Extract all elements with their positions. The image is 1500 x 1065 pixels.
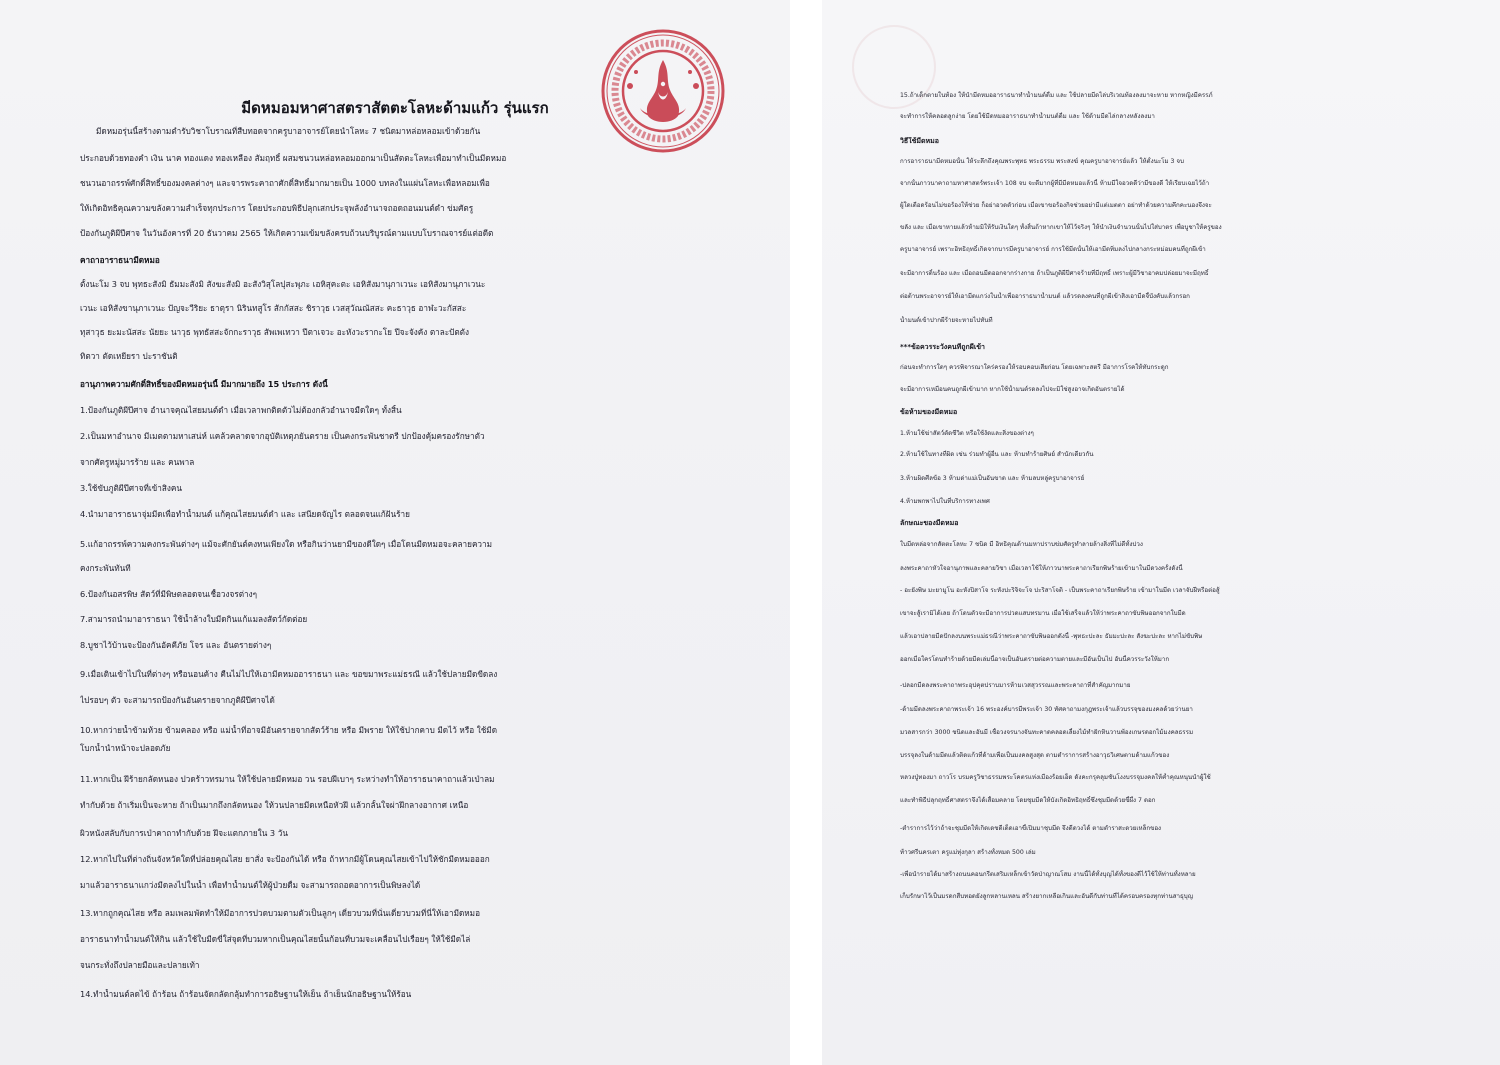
text-line: 11.หากเป็น ฝีร้ายกลัดหนอง ปวดร้าวทรมาน ให้ใช้ปลายมีดหมอ วน รอบฝีเบาๆ ระหว่างทำให้อาราธนาคาถาแล้วเป่าลม xyxy=(80,774,495,784)
text-line: 3.ห้ามผิดศีลข้อ 3 ห้ามด่าแม่เป็นอันขาด และ ห้ามลบหลู่ครูบาอาจารย์ xyxy=(900,475,1085,482)
text-line: ตั้งนะโม 3 จบ พุทธะสังมิ ธัมมะสังมิ สังฆะสังมิ อะสังวิสุโลปุสะพุภะ เอหิสุคะตะ เอหิสังมานุกาเวนะ เอหิสังมานุภาเวนะ xyxy=(80,279,486,289)
text-line: ท้าวศรีนครเตา ครูแม่ทุ่งกุลา สร้างทั้งหมด 500 เล่ม xyxy=(900,849,1036,856)
text-line: 1.ห้ามใช้ฆ่าสัตว์ตัดชีวิต หรือใช้งัดและสิ่งของต่างๆ xyxy=(900,430,1034,437)
text-line: 13.หากถูกคุณไสย หรือ ลมเพลมพัดทำให้มีอาการปวดบวมตามตัวเป็นลูกๆ เดี๋ยวบวมที่นั่นเดี๋ยวบวมที่นี่ให้เอามีดหมอ xyxy=(80,908,481,918)
text-line: - อะยังพิษ มะยามูโน อะหังปิสาโจ ระหังปะริจิจะโจ ปะริสาโจติ - เป็นพระคาถาเรียกพิษร้าย เข้ามาในมีด เวลาจับฝีหรือต่อสู้ xyxy=(900,587,1220,594)
text-line: 4.ห้ามพกพาไปในที่บริการทางเพศ xyxy=(900,498,990,505)
text-line: อาราธนาทำน้ำมนต์ให้กิน แล้วใช้ใบมีดขี่ใส่จุดที่บวมหากเป็นคุณไสยนั้นก้อนที่บวมจะเคลื่อนไปเรื่อยๆ ให้ใช้มีดไล่ xyxy=(80,934,471,944)
text-line: 2.เป็นมหาอำนาจ มีเมตตามหาเสน่ห์ แคล้วคลาดจากอุบัติเหตุภยันตราย เป็นคงกระพันชาตรี ปกป้องคุ้มครองรักษาตัว xyxy=(80,431,485,441)
section-heading: ***ข้อควรระวังคนที่ถูกผีเข้า xyxy=(900,343,985,351)
text-line: น้ำมนต์เข้าปากผีร้ายจะหายไปทันที xyxy=(900,317,993,324)
text-line: ชนวนอาถรรพ์ศักดิ์สิทธิ์ของมงคลต่างๆ และจารพระคาถาศักดิ์สิทธิ์มากมายเป็น 1000 บทลงในแผ่นโลหะเพื่อหลอมเพื่อ xyxy=(80,178,490,188)
text-line: การอาราธนามีดหมอนั้น ให้ระลึกถึงคุณพระพุทธ พระธรรม พระสงฆ์ คุณครูบาอาจารย์แล้ว ให้ตั้งนะโม 3 จบ xyxy=(900,158,1184,165)
page-gutter xyxy=(790,0,822,1065)
text-line: ทิตวา ตัดเหยียรา ปะราชันติ xyxy=(80,351,178,361)
text-line: จะมีอาการดิ้นร้อง และ เมื่อถอนมีดออกจากร่างกาย ถ้าเป็นภูติผีปีศาจร้ายที่มีฤทธิ์ เพราะผู้มีวิชาอาคมปล่อยมาจะมีฤทธิ์ xyxy=(900,270,1209,277)
text-line: ออกเมื่อใครโดนทำร้ายด้วยมีดเล่มนี้อาจเป็นอันตรายต่อความตายและมีอันเป็นไป อันนี้ควรระวังให้มาก xyxy=(900,656,1170,663)
text-line: จากศัตรูหมู่มารร้าย และ คนพาล xyxy=(80,457,195,467)
section-heading: อานุภาพความศักดิ์สิทธิ์ของมีดหมอรุ่นนี้ มีมากมายถึง 15 ประการ ดังนี้ xyxy=(80,379,328,389)
text-line: จะทำการให้คลอดลูกง่าย โดยใช้มีดหมออาราธนาทำน้ำมนต์ดื่ม และ ใช้ด้ามมีดไล่กลางหลังลงมา xyxy=(900,113,1155,120)
text-line: -ตำราการไว้ว่าถ้าจะชุมมีดให้เกิดเดชดีเด็ดเอาขี้เปิมมาชุบมีด จึงดีดวงได้ ตามตำราสะดวยเหล็กของ xyxy=(900,825,1162,832)
text-line: ก่อนจะทำการใดๆ ควรพิจารณาใคร่ครองให้รอบคอบเสียก่อน โดยเฉพาะสตรี มีอาการโรคให้ทับกระดูก xyxy=(900,364,1169,371)
text-line: ต่อต้านพระอาจารย์ให้เอามีดแกว่งในน้ำเพื่ออาราธนาน้ำมนต์ แล้วรดลงคนที่ถูกผีเข้าสิงเอามีดจี้บังคับแล้วกรอก xyxy=(900,293,1190,300)
text-line: 4.นำมาอาราธนาจุ่มมีดเพื่อทำน้ำมนต์ แก้คุณไสยมนต์ดำ และ เสนียดจัญไร ตลอดจนแก้ฝันร้าย xyxy=(80,509,410,519)
text-line: ทุสาวุธ ยะมะนัสสะ นัยยะ นาวุธ พุทธัสสะจักกะราวุธ สัพเพเทวา ปีตาเจวะ อะหังวะรากะโย ปีจะจังคัง ตาละปัตตัง xyxy=(80,327,470,337)
text-line: -เพื่อนำรายได้มาสร้างถนนคอนกรีตเสริมเหล็กเข้าวัดป่าญาณโสม งานนี้ได้ทั้งบุญได้ทั้งของดีไว้ใช้ให้ท่านทั้งหลาย xyxy=(900,871,1196,878)
text-line: ขลัง และ เมื่อเขาหายแล้วห้ามมิให้รับเงินใดๆ ทั้งสิ้นถ้าหากเขาให้ไว้จริงๆ ให้นำเงินจำนวนนั้นไปใส่บาตร เพื่อบูชาให้ครูของ xyxy=(900,224,1222,231)
text-line: ป้องกันภูติผีปีศาจ ในวันอังคารที่ 20 ธันวาคม 2565 ให้เกิดความเข้มขลังครบถ้วนบริบูรณ์ตามแบบโบราณจารย์แต่อดีต xyxy=(80,228,494,238)
text-line: 8.บูชาไว้บ้านจะป้องกันอัคคีภัย โจร และ อันตรายต่างๆ xyxy=(80,640,272,650)
text-line: โบกน้ำนำหน้าจะปลอดภัย xyxy=(80,743,171,753)
text-line: จนกระทั่งถึงปลายมือและปลายเท้า xyxy=(80,960,200,970)
text-line: ไปรอบๆ ตัว จะสามารถป้องกันอันตรายจากภูติผีปีศาจได้ xyxy=(80,695,275,705)
text-line: 12.หากไปในที่ต่างถิ่นจังหวัดใดที่ปล่อยคุณไสย ยาสั่ง จะป้องกันได้ หรือ ถ้าหากมีผู้โดนคุณไสยเข้าไปให้ชักมีดหมอออก xyxy=(80,854,490,864)
text-line: คงกระพันทันที xyxy=(80,563,131,573)
temple-seal xyxy=(600,28,726,154)
text-line: 2.ห้ามใช้ในทางที่ผิด เช่น ร่วมทำผู้อื่น และ ห้ามทำร้ายศิษย์ สำนักเดียวกัน xyxy=(900,451,1094,458)
section-heading: ข้อห้ามของมีดหมอ xyxy=(900,408,958,416)
text-line: เก็บรักษาไว้เป็นมรดกสืบทอดยังลูกหลานเหลน สร้างยากเหลือเกินและอันดีกับท่านที่ได้ครอบครองทุกท่านสาธุบุญ xyxy=(900,893,1194,900)
text-line: มาแล้วอาราธนาแกว่งมีดลงไปในน้ำ เพื่อทำน้ำมนต์ให้ผู้ป่วยดื่ม จะสามารถถอดอาการเป็นพิษลงได้ xyxy=(80,880,421,890)
text-line: จะมีอาการเหมือนคนถูกผีเข้ามาก หากใช้น้ำมนต์รดลงไปจะมิใช่สูงอาจเกิดอันตรายได้ xyxy=(900,386,1125,393)
text-line: เวนะ เอหิสังขานุภาเวนะ ปัญจะวีริยะ ธาตุรา นิรินทสูโร สักกัสสะ ชิราวุธ เวสสุวัณณัสสะ คะธาวุธ อาฬะวะกัสสะ xyxy=(80,303,467,313)
section-heading: วิธีใช้มีดหมอ xyxy=(900,137,939,145)
text-line: 10.หากว่ายน้ำข้ามห้วย ข้ามคลอง หรือ แม่น้ำที่อาจมีอันตรายจากสัตว์ร้าย หรือ มีพราย ให้ใช้ปากคาบ มีดไว้ หรือ ใช้มีด xyxy=(80,725,498,735)
section-heading: คาถาอาราธนามีดหมอ xyxy=(80,255,160,265)
text-line: ทำกับด้วย ถ้าเริ่มเป็นจะหาย ถ้าเป็นมากถึงกลัดหนอง ให้วนปลายมีดเหนือหัวฝี แล้วกลั้นใจผ่าฝีกลางอากาศ เหนือ xyxy=(80,800,469,810)
text-line: หลวงปู่ทองมา ถาวโร บรมครูวิชาธรรมพระโคตรแห่งเมืองร้อยเอ็ด ดังคะกรุคลุมชันโงงบรรจุมงคลให้ค้ำคุณหนุนนำผู้ใช้ xyxy=(900,774,1211,781)
text-line: ผิวหนังสลับกับการเป่าคาถาทำกับด้วย ฝีจะแตกภายใน 3 วัน xyxy=(80,828,288,838)
document-title: มีดหมอมหาศาสตราสัตตะโลหะด้ามแก้ว รุ่นแรก xyxy=(241,99,549,117)
right-page xyxy=(822,0,1500,1065)
text-line: 14.ทำน้ำมนต์ลดไข้ ถ้าร้อน ถ้าร้อนจัดกลัดกลุ้มทำการอธิษฐานให้เย็น ถ้าเย็นนักอธิษฐานให้ร้อน xyxy=(80,989,412,999)
text-line: บรรจุลงในด้ามมีดแล้วติดแก้วที่ด้ามเพื่อเป็นมงคลสูงสุด ตามตำราการสร้างอาวุธวิเศษตามด้ามแก้วของ xyxy=(900,752,1170,759)
text-line: แล้วเอาปลายมีดปักลงบนพระแม่ธรณีว่าพระคาถาขับพิษออกดังนี้ -พุทธะปะละ ธัมมะปะละ สังฆะปะละ หากไม่ขับพิษ xyxy=(900,633,1203,640)
text-line: ให้เกิดอิทธิคุณความขลังความสำเร็จทุกประการ โดยประกอบพิธีปลุกเสกประจุพลังอำนาจถอดถอนมนต์ดำ ข่มศัตรู xyxy=(80,203,474,213)
text-line: จากนั้นภาวนาคาถามหาศาสตร์พระเจ้า 108 จบ จะดีมากผู้ที่มีมีดหมอแล้วนี้ ห้ามมีใจอวดดีว่ามีของดี ให้เรียบเฉยไว้ถ้า xyxy=(900,180,1210,187)
text-line: และทำพิธีปลุกฤทธิ์ศาสตราจึงได้เสื้อมคลาย โดยชุมมีดให้บังเกิดอิทธิฤทธิ์ซึ่งชุมมีดด้วยขี้ผึ้ง 7 ดอก xyxy=(900,797,1156,804)
section-heading: ลักษณะของมีดหมอ xyxy=(900,519,959,527)
text-line: -ด้ามมีดลงพระคาถาพระเจ้า 16 พระองค์บารมีพระเจ้า 30 ทัศคาถามงกุฎพระเจ้าแล้วบรรจุของมงคลด้วยว่านยา xyxy=(900,706,1193,713)
text-line: ลงพระคาถาหัวใจอานุภาพและคลายวิชา เมื่อเวลาใช้ให้ภาวนาพระคาถาเรียกพิษร้ายเข้ามาในมีดวงครั้งดังนี้ xyxy=(900,565,1183,572)
text-line: 15.ถ้าเด็กตายในท้อง ให้นำมีดหมออาราธนาทำน้ำมนต์ดื่ม และ ใช้ปลายมีดไล่บริเวณท้องลงมาจะหาย หากหญิงมีครรภ์ xyxy=(900,92,1213,99)
text-line: ครูบาอาจารย์ เพราะอิทธิฤทธิ์เกิดจากบารมีครูบาอาจารย์ การใช้มีดนั้นให้เอามีดทิ่มลงไปกลางกระหม่อมคนที่ถูกผีเข้า xyxy=(900,246,1206,253)
text-line: ใบมีดหล่อจากสัตตะโลหะ 7 ชนิด มี อิทธิคุณด้านมหาปราบข่มศัตรูทำลายล้างสิ่งที่ไม่ดีทั้งปวง xyxy=(900,541,1143,548)
text-line: 7.สามารถนำมาอาราธนา ใช้น้ำล้างใบมีดกินแก้แมลงสัตว์กัดต่อย xyxy=(80,614,308,624)
text-line: -ปลอกมีดลงพระคาถาพระอุปคุตปราบมารห้ามเวสสุวรรณและพระคาถาที่สำคัญมากมาย xyxy=(900,682,1131,689)
text-line: ผู้ใดเดือดร้อนไม่ขอร้องให้ช่วย ก็อย่าอวดตัวก่อน เมื่อเขาขอร้องกิจช่วยอย่ามีแต่เมตตา อย่าทำด้วยความคึกคะนองจึงจะ xyxy=(900,202,1212,209)
text-line: 3.ใช้ขับภูติผีปีศาจที่เข้าสิงคน xyxy=(80,483,182,493)
text-line: มีดหมอรุ่นนี้สร้างตามตำรับวิชาโบราณที่สืบทอดจากครูบาอาจารย์โดยนำโลหะ 7 ชนิดมาหล่อหลอมเข้าด้วยกัน xyxy=(96,126,481,136)
text-line: 5.แก้อาถรรพ์ความคงกระพันต่างๆ แม้จะศักยันต์คงทนเพียงใด หรือกินว่านยามีของดีใดๆ เมื่อโดนมีดหมอจะคลายความ xyxy=(80,539,493,549)
text-line: 9.เมื่อเดินเข้าไปในที่ต่างๆ หรือนอนค้าง คืนไม่ไปให้เอามีดหมออาราธนา และ ขอขมาพระแม่ธรณี แล้วใช้ปลายมีดขีดลง xyxy=(80,669,498,679)
text-line: เขาจะสู้เรามิได้เลย ถ้าโดนตัวจะมีอาการปวดแสบทรมาน เมื่อใช้เสร็จแล้วให้ว่าพระคาถาขับพิษออกจากใบมีด xyxy=(900,610,1186,617)
text-line: 1.ป้องกันภูติผีปีศาจ อำนาจคุณไสยมนต์ดำ เมื่อเวลาพกติดตัวไม่ต้องกลัวอำนาจมืดใดๆ ทั้งสิ้น xyxy=(80,405,402,415)
text-line: 6.ป้องกันอสรพิษ สัตว์ที่มีพิษตลอดจนเชื้อวงจรต่างๆ xyxy=(80,589,258,599)
text-line: ประกอบด้วยทองคำ เงิน นาค ทองแดง ทองเหลือง สัมฤทธิ์ ผสมชนวนหล่อหลอมออกมาเป็นสัตตะโลหะเพื่อมาทำเป็นมีดหมอ xyxy=(80,153,507,163)
text-line: มวลสารกว่า 3000 ชนิดและอันมี เชื้อวงจรนางจันทะคาดคลอดเลี้ยงไม้ทำฝักหินวานพ้องเกษรดอกไม้มงคลธรรม xyxy=(900,729,1194,736)
